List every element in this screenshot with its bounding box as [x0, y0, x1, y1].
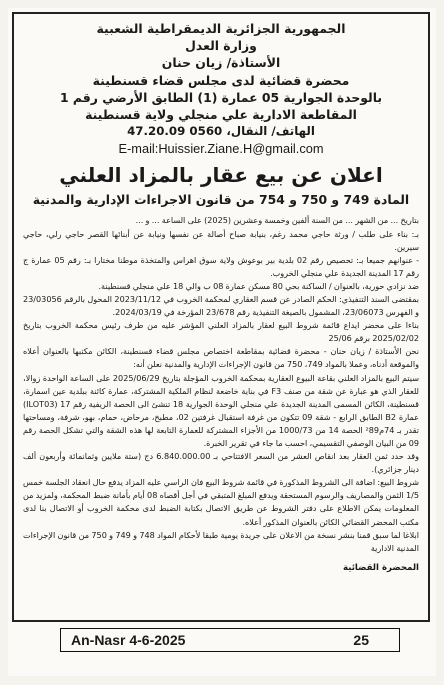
- body-paragraph: بتاريخ ... من الشهر ... من السنة ألفين وخمسة وعشرين (2025) على الساعة ... و ...: [135, 215, 419, 226]
- notice-title: اعلان عن بيع عقار بالمزاد العلني: [59, 163, 383, 188]
- body-paragraph: بناءا على محضر ايداع قائمة شروط البيع لعقار بالمزاد العلني المؤشر عليه من طرف رئيس محكمة الخروب بتاريخ 2025/02/02 برقم 25/06: [23, 320, 419, 344]
- notice-body: [23, 214, 419, 554]
- body-paragraph: وقد حدد ثمن العقار بعد انقاص العشر من السعر الافتتاحي بـ 6.840.000.00 دج (ستة ملايين وثمانمائة وأربعون ألف دينار جزائري).: [23, 451, 419, 475]
- page-number: 25: [353, 632, 369, 648]
- body-paragraph: ضد نزادي حورية، بالعنوان / الساكنة بحي 80 مسكن عمارة 08 ب والي 18 علي منجلي قسنطينة.: [98, 280, 419, 291]
- body-paragraph: نحن الأستاذة / زيان حنان - محضرة قضائية بمقاطعة اختصاص مجلس قضاء قسنطينة، الكائن مكتبها بالعنوان أعلاه والموقعة أدناه، وعملا بالمواد 749، 750 من قانون الإجراءات الإدارية والمدنية نعلن أنه:: [23, 346, 419, 370]
- phone-line: الهاتف/ النقال، 0560 47.20.09: [127, 124, 315, 139]
- office-district: المقاطعة الادارية علي منجلي ولاية قسنطينة: [85, 107, 357, 123]
- office-address: بالوحدة الجوارية 05 عمارة (1) الطابق الأرضي رقم 1: [59, 89, 383, 105]
- newspaper-name-date: An-Nasr 4-6-2025: [71, 632, 186, 648]
- bailiff-title: محضرة قضائية لدى مجلس قضاء قسنطينة: [92, 72, 350, 88]
- ministry-heading: وزارة العدل: [185, 38, 257, 54]
- email-line: E-mail:Huissier.Ziane.H@gmail.com: [118, 141, 324, 157]
- republic-heading: الجمهورية الجزائرية الديمقراطية الشعبية: [96, 21, 346, 36]
- body-paragraph: - عنوانهم جميعا بـ: تحصيص رقم 02 بلدية بير بوعوش ولاية سوق اهراس والمتخذة موطنا مختارا بـ: رقم 05 عمارة ج رقم 17 المدينة الجديدة علي منجلي الخروب.: [23, 254, 419, 278]
- body-paragraph: ابلاغا لما سبق قمنا بنشر نسخة من الاعلان على جريدة يومية طبقا لأحكام المواد 748 و 749 و 750 من قانون الإجراءات المدنية الادارية: [23, 529, 419, 553]
- notice-subtitle: المادة 749 و 750 و 754 من قانون الاجراءات الإدارية والمدنية: [32, 192, 410, 208]
- newspaper-page: [8, 8, 436, 676]
- body-paragraph: سيتم البيع بالمزاد العلني بقاعة البيوع العقارية بمحكمة الخروب المؤجلة بتاريخ 2025/06/29 على الساعة الواحدة زوالا، للعقار الذي هو عبارة عن شقة من صنف F3 في بناية خاضعة لنظام الملكية المشتركة، عمارة كائنة ببلدية عين اسمارة، قسنطينة، الكائن المسمى المدينة الجديدة علي منجلي الوحدة الجوارية 18 تنشئ الى الحصة الريفية رقم 17 (ILOT03) عمارة B2 الطابق الرابع - شقة 09 تتكون من غرفة استقبال غرفتين 02، مطبخ، مرحاض، حمام، بهو، شرفة، ومساحتها تقدر بـ 74م²89 الحصة 14 من 1000/73 من الأجزاء المشتركة للعمارة التابعة لها هذه الشقة والتي تشكل الحصة رقم 09 من البيان الوصفي التقسيمي، احسب ما جاء في تقرير الخبرة.: [23, 372, 420, 449]
- body-paragraph: بمقتضى السند التنفيذي: الحكم الصادر عن قسم العقاري لمحكمة الخروب في 2023/11/12 المحول بالرقم 23/03056 و الفهرس 23/06073، المشمول بالصيغة التنفيذية رقم 23/678 المؤرخة في 2024/03/19.: [23, 293, 419, 318]
- signature-label: المحضرة القضائية: [342, 562, 419, 573]
- body-paragraph: شروط البيع: اضافة الى الشروط المذكورة في قائمة شروط البيع فان الراسي عليه المزاد يدفع حال انعقاد الجلسة خمس 1/5 الثمن والمصاريف والرسوم المستحقة ويدفع المبلغ المتبقي في أجل أقصاه 08 أيام بأمانة ضبط المحكمة، ولمزيد من المعلومات يمكن الاطلاع على دفتر الشروط عن طريق الاتصال بكتابة الضبط لدى محكمة الخروب أو الاتصال بنا لدى مكتب المحضر القضائي الكائن بالعنوان المذكور أعلاه.: [23, 477, 419, 527]
- newspaper-footer: [60, 628, 400, 652]
- bailiff-name: الأستاذة/ زيان حنان: [161, 55, 281, 71]
- legal-notice-box: [12, 12, 430, 622]
- body-paragraph: بـ: بناء على طلب / ورثة حاجي محمد رغم، بنيابة صباح أصالة عن نفسها ونيابة عن أبنائها القصر حاجي رلي، حاجي سيرين.: [23, 228, 419, 252]
